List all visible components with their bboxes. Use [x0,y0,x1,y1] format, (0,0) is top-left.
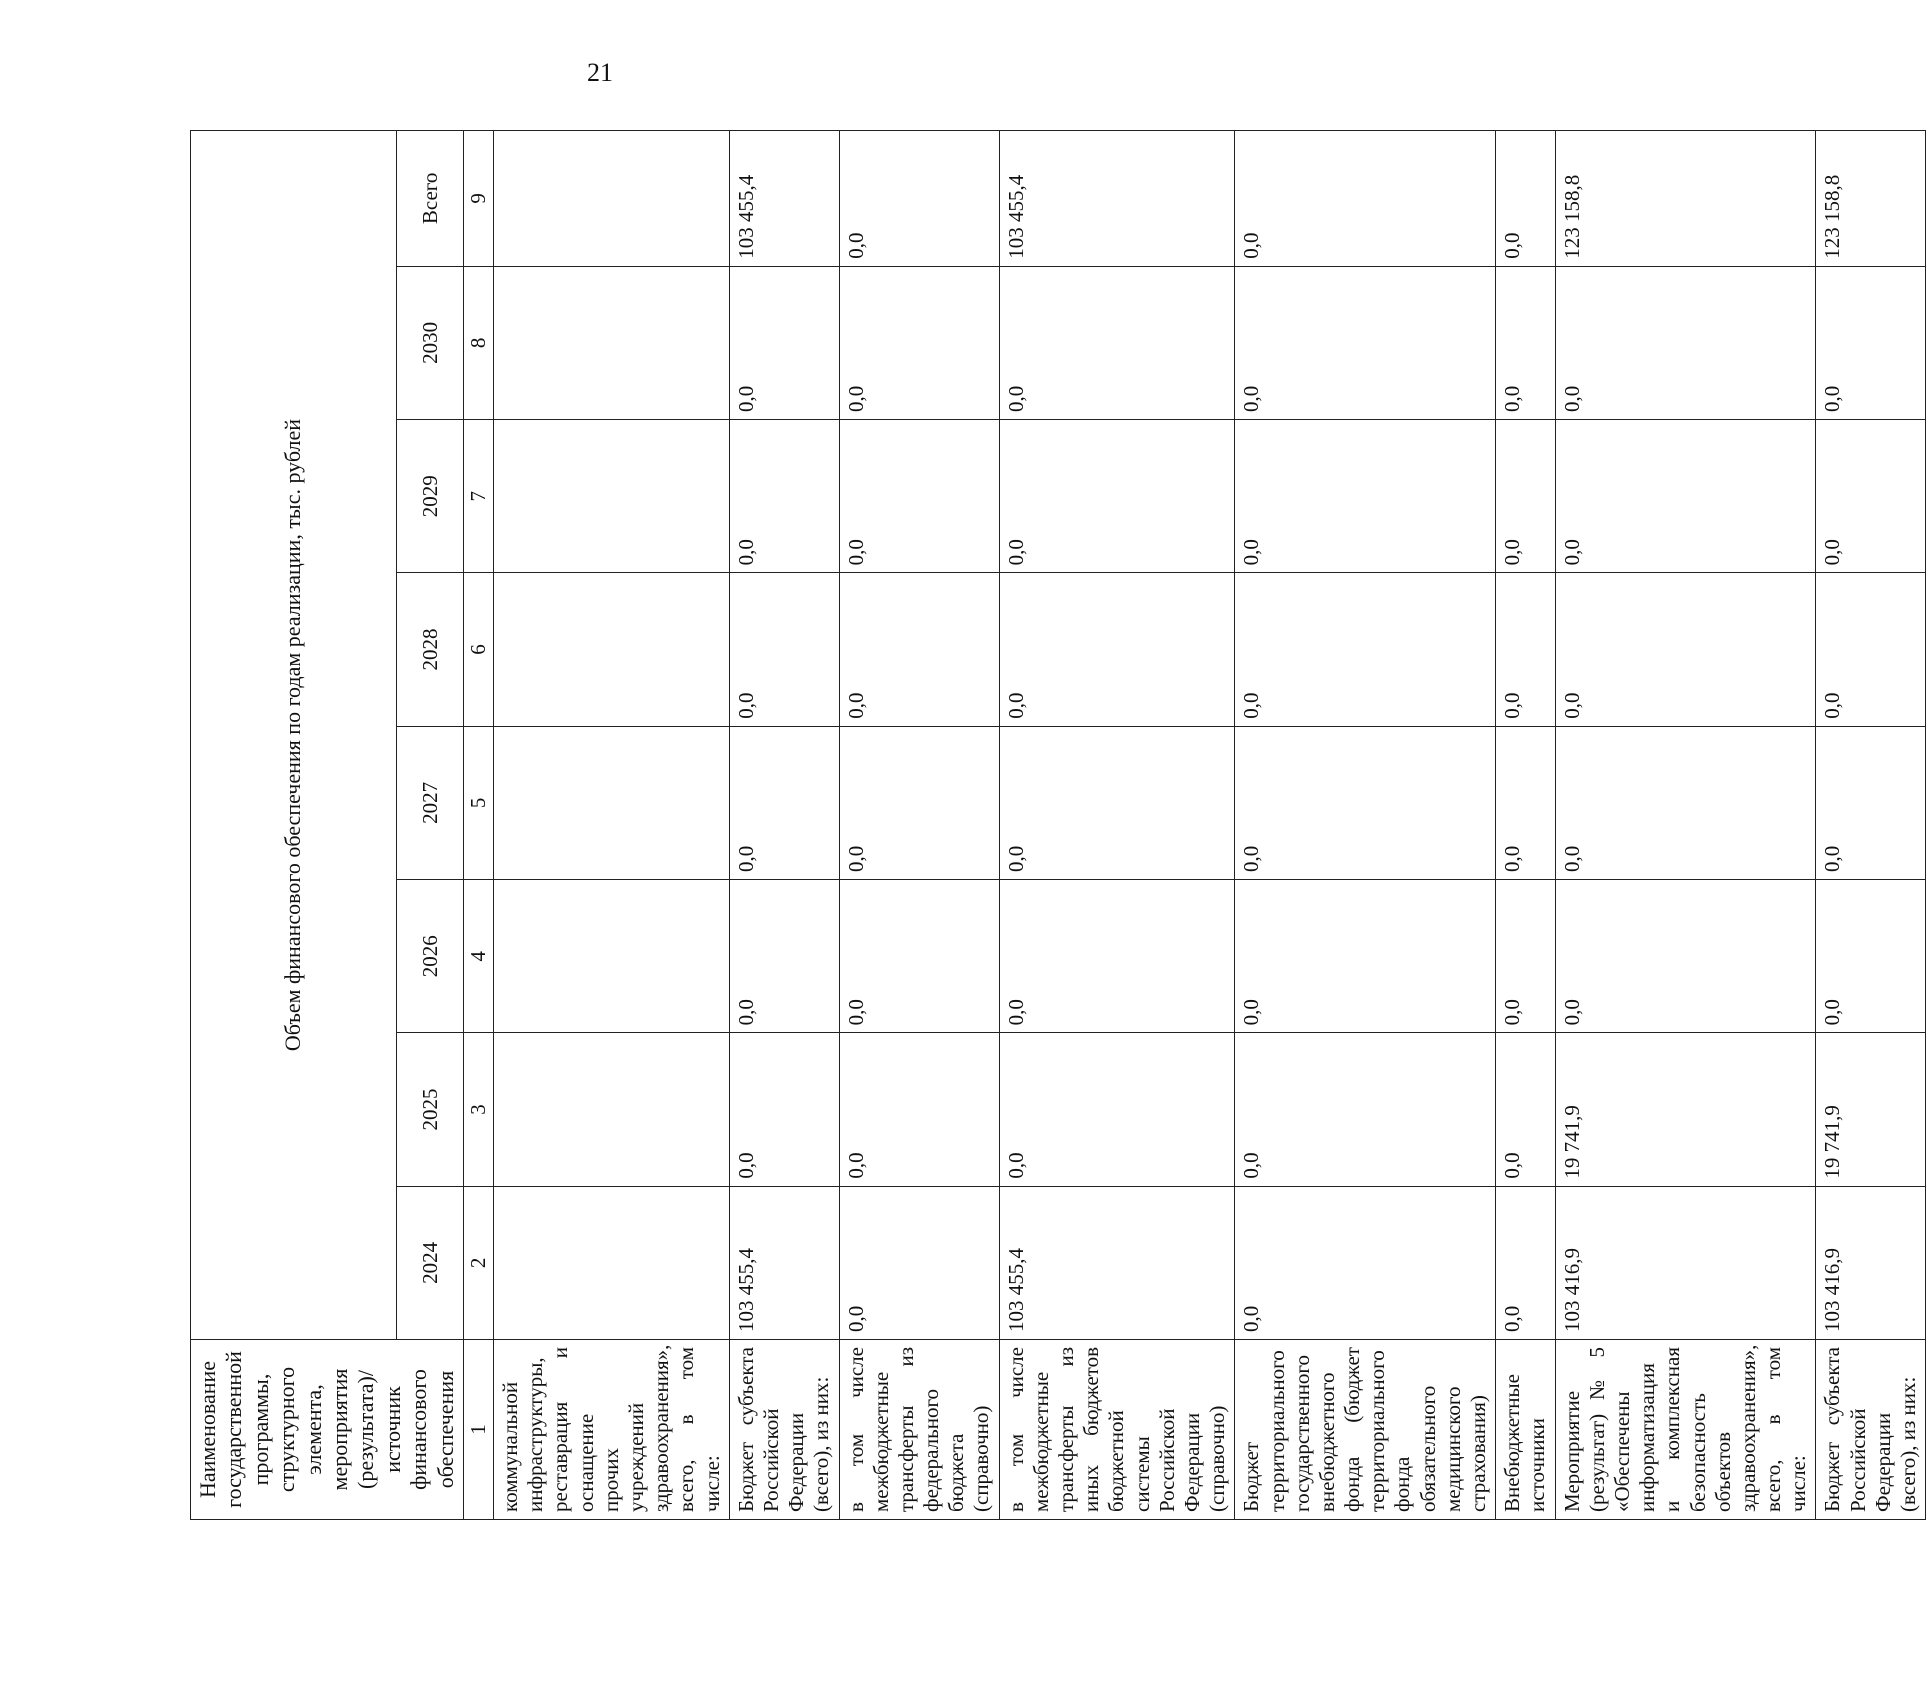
row-year-value: 0,0 [1235,420,1496,573]
row-year-value: 0,0 [1235,726,1496,879]
row-name: Внебюджетные источники [1496,1340,1555,1520]
row-total-value: 0,0 [1235,131,1496,267]
row-total-value: 0,0 [839,131,999,267]
row-year-value [494,266,730,419]
page-number: 21 [587,58,613,87]
row-year-value: 0,0 [1496,573,1555,726]
header-year-2024: 2024 [397,1186,464,1339]
row-year-value: 0,0 [1816,573,1926,726]
row-total-value: 123 158,8 [1555,131,1816,267]
row-year-value: 0,0 [1555,880,1816,1033]
column-number: 6 [463,573,493,726]
row-year-value: 103 455,4 [729,1186,839,1339]
column-number: 1 [463,1340,493,1520]
row-total-value: 0,0 [1496,131,1555,267]
row-year-value: 0,0 [999,726,1235,879]
row-name: Бюджет субъекта Российской Федерации (всего), из них: [1816,1340,1926,1520]
row-year-value: 0,0 [839,726,999,879]
row-name: Бюджет субъекта Российской Федерации (всего), из них: [729,1340,839,1520]
column-number: 5 [463,726,493,879]
row-year-value: 103 416,9 [1816,1186,1926,1339]
row-year-value [494,573,730,726]
header-year-2030: 2030 [397,266,464,419]
row-year-value: 0,0 [1235,573,1496,726]
row-year-value [494,1186,730,1339]
table-row [1816,131,1926,1520]
column-number: 4 [463,880,493,1033]
row-year-value: 0,0 [1496,266,1555,419]
row-year-value: 0,0 [1555,726,1816,879]
row-year-value: 0,0 [839,1033,999,1186]
financing-table [190,130,1926,1520]
row-year-value: 0,0 [1816,726,1926,879]
row-year-value: 0,0 [999,880,1235,1033]
row-year-value: 0,0 [1555,573,1816,726]
column-number: 9 [463,131,493,267]
row-year-value: 103 455,4 [999,1186,1235,1339]
row-year-value: 0,0 [1816,266,1926,419]
row-year-value [494,420,730,573]
row-year-value: 0,0 [1235,880,1496,1033]
row-year-value: 0,0 [1496,880,1555,1033]
row-year-value: 0,0 [1555,420,1816,573]
row-year-value: 0,0 [839,880,999,1033]
row-year-value: 0,0 [1496,726,1555,879]
column-number: 2 [463,1186,493,1339]
row-total-value: 103 455,4 [999,131,1235,267]
table-row [494,131,730,1520]
row-year-value: 0,0 [729,726,839,879]
row-total-value: 103 455,4 [729,131,839,267]
row-year-value: 0,0 [729,573,839,726]
row-name: Мероприятие (результат) № 5 «Обеспечены информатизация и комплексная безопасность объектов здравоохранения», всего, в том числе: [1555,1340,1816,1520]
row-year-value: 0,0 [999,266,1235,419]
header-year-2026: 2026 [397,880,464,1033]
row-year-value: 0,0 [1816,420,1926,573]
row-year-value: 0,0 [999,420,1235,573]
row-year-value: 19 741,9 [1816,1033,1926,1186]
row-year-value: 0,0 [1496,420,1555,573]
row-name: в том числе межбюджетные трансферты из федерального бюджета (справочно) [839,1340,999,1520]
row-year-value: 0,0 [839,266,999,419]
header-name-column: Наименование государственной программы, структурного элемента, мероприятия (результата)/источник финансового обеспечения [191,1340,464,1520]
column-number: 8 [463,266,493,419]
row-year-value: 0,0 [1496,1033,1555,1186]
row-year-value: 0,0 [839,1186,999,1339]
row-year-value: 0,0 [1496,1186,1555,1339]
column-number: 7 [463,420,493,573]
header-year-2027: 2027 [397,726,464,879]
row-year-value: 19 741,9 [1555,1033,1816,1186]
row-year-value: 0,0 [729,420,839,573]
table-row [1235,131,1496,1520]
header-year-2025: 2025 [397,1033,464,1186]
row-year-value: 0,0 [1235,1033,1496,1186]
header-year-2028: 2028 [397,573,464,726]
row-year-value: 0,0 [999,1033,1235,1186]
row-year-value: 0,0 [729,880,839,1033]
row-total-value: 123 158,8 [1816,131,1926,267]
row-year-value: 0,0 [839,573,999,726]
table-row [1555,131,1816,1520]
row-year-value: 0,0 [999,573,1235,726]
column-number-row [463,131,493,1520]
row-year-value: 0,0 [729,266,839,419]
row-year-value [494,726,730,879]
row-year-value: 0,0 [1816,880,1926,1033]
rotated-table-container [190,130,1921,1520]
row-name: Бюджет территориального государственного внебюджетного фонда (бюджет территориального фонда обязательного медицинского страхования) [1235,1340,1496,1520]
row-year-value [494,880,730,1033]
header-year-2029: 2029 [397,420,464,573]
table-row [729,131,839,1520]
row-year-value [494,1033,730,1186]
row-year-value: 0,0 [729,1033,839,1186]
table-row [839,131,999,1520]
row-name: коммунальной инфраструктуры, реставрация и оснащение прочих учреждений здравоохранения», всего, в том числе: [494,1340,730,1520]
table-row [1496,131,1555,1520]
row-name: в том числе межбюджетные трансферты из иных бюджетов бюджетной системы Российской Федерации (справочно) [999,1340,1235,1520]
row-year-value: 0,0 [1235,266,1496,419]
row-year-value: 0,0 [1235,1186,1496,1339]
table-row [999,131,1235,1520]
row-year-value: 0,0 [1555,266,1816,419]
header-total: Всего [397,131,464,267]
row-year-value: 0,0 [839,420,999,573]
column-number: 3 [463,1033,493,1186]
row-total-value [494,131,730,267]
header-volume: Объем финансового обеспечения по годам реализации, тыс. рублей [191,131,397,1340]
row-year-value: 103 416,9 [1555,1186,1816,1339]
